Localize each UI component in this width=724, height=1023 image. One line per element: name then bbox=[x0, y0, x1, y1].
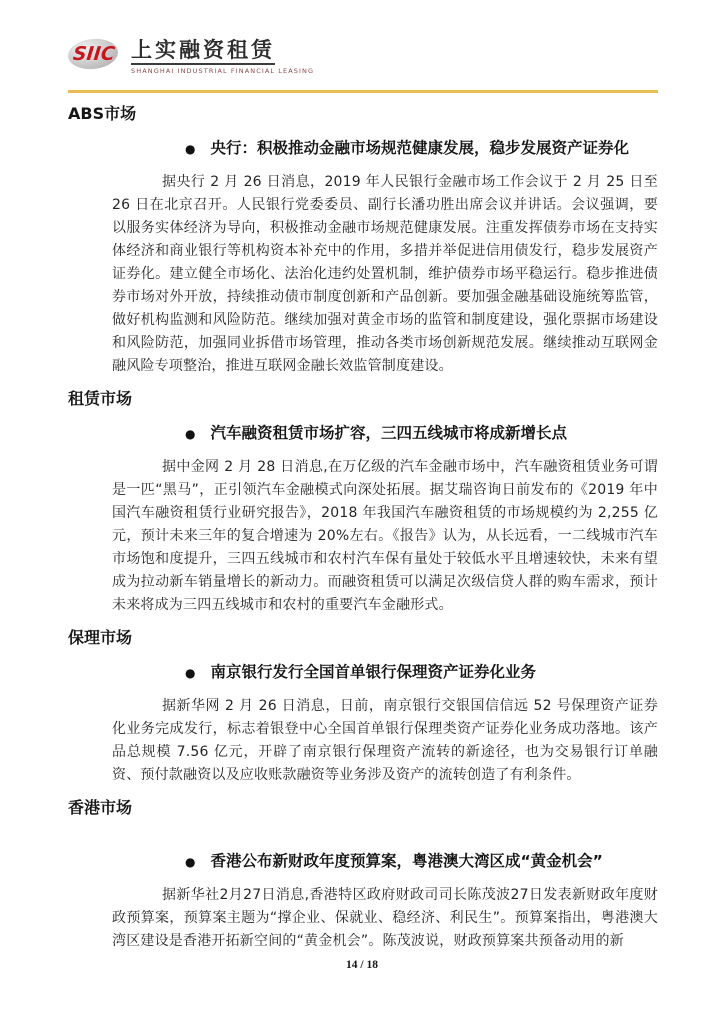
news-headline: 南京银行发行全国首单银行保理资产证券化业务 bbox=[210, 663, 536, 681]
page-number: 14 / 18 bbox=[346, 959, 378, 971]
section-leasing-market bbox=[68, 388, 658, 617]
bullet-icon: ● bbox=[185, 427, 196, 441]
header-divider bbox=[68, 90, 658, 93]
page-footer bbox=[0, 959, 724, 971]
logo-wordmark bbox=[131, 36, 314, 75]
news-headline-row bbox=[185, 662, 658, 684]
bullet-icon: ● bbox=[185, 142, 196, 156]
section-title: ABS市场 bbox=[68, 104, 137, 123]
news-body: 据新华网 2 月 26 日消息，日前，南京银行交银国信信远 52 号保理资产证券化业务完成发行，标志着银登中心全国首单银行保理类资产证券化业务成功落地。该产品总规模 7.56 亿元，开辟了南京银行保理资产流转的新途径，也为交易银行订单融资、预付款融资以及应收账款融资等业务涉及资产的流转创造了有利条件。 bbox=[112, 698, 658, 783]
company-logo bbox=[68, 36, 658, 82]
document-header bbox=[68, 36, 658, 93]
news-headline-row bbox=[185, 138, 658, 160]
news-headline: 香港公布新财政年度预算案，粤港澳大湾区成“黄金机会” bbox=[210, 852, 603, 870]
news-body: 据新华社2月27日消息,香港特区政府财政司司长陈茂波27日发表新财政年度财政预算案，预算案主题为“撑企业、保就业、稳经济、利民生”。预算案指出，粤港澳大湾区建设是香港开拓新空间的“黄金机会”。陈茂波说，财政预算案共预备动用的新 bbox=[112, 887, 658, 949]
news-headline-row bbox=[185, 851, 658, 873]
logo-siic-text: SIIC bbox=[71, 43, 116, 65]
news-headline: 汽车融资租赁市场扩容，三四五线城市将成新增长点 bbox=[210, 424, 567, 442]
logo-chinese-name: 上实融资租赁 bbox=[131, 38, 275, 65]
section-title: 租赁市场 bbox=[68, 389, 133, 408]
news-body: 据央行 2 月 26 日消息，2019 年人民银行金融市场工作会议于 2 月 25 日至 26 日在北京召开。人民银行党委委员、副行长潘功胜出席会议并讲话。会议强调，要以服务实体经济为导向，积极推动金融市场规范健康发展。注重发挥债券市场在支持实体经济和商业银行等机构资本补充中的作用，多措并举促进信用债发行，稳步发展资产证券化。建立健全市场化、法治化违约处置机制，维护债券市场平稳运行。稳步推进债券市场对外开放，持续推动债市制度创新和产品创新。要加强金融基础设施统筹监管，做好机构监测和风险防范。继续加强对黄金市场的监管和制度建设，强化票据市场建设和风险防范，加强同业拆借市场管理，推动各类市场创新规范发展。继续推动互联网金融风险专项整治，推进互联网金融长效监管制度建设。 bbox=[112, 174, 658, 374]
section-factoring-market bbox=[68, 627, 658, 787]
bullet-icon: ● bbox=[185, 666, 196, 680]
news-headline: 央行：积极推动金融市场规范健康发展，稳步发展资产证券化 bbox=[210, 139, 629, 157]
bullet-icon: ● bbox=[185, 855, 196, 869]
logo-english-name: SHANGHAI INDUSTRIAL FINANCIAL LEASING bbox=[131, 67, 315, 75]
section-title: 香港市场 bbox=[68, 798, 133, 817]
news-headline-row bbox=[185, 423, 658, 445]
section-abs-market bbox=[68, 103, 658, 378]
siic-logo-icon bbox=[68, 36, 122, 72]
section-title: 保理市场 bbox=[68, 628, 133, 647]
news-body: 据中金网 2 月 28 日消息,在万亿级的汽车金融市场中，汽车融资租赁业务可谓是一匹“黑马”，正引领汽车金融模式向深处拓展。据艾瑞咨询日前发布的《2019 年中国汽车融资租赁行业研究报告》，2018 年我国汽车融资租赁的市场规模约为 2,255 亿元，预计未来三年的复合增速为 20%左右。《报告》认为，从长远看，一二线城市汽车市场饱和度提升，三四五线城市和农村汽车保有量处于较低水平且增速较快，未来有望成为拉动新车销量增长的新动力。而融资租赁可以满足次级信贷人群的购车需求，预计未来将成为三四五线城市和农村的重要汽车金融形式。 bbox=[112, 459, 658, 613]
section-hongkong-market bbox=[68, 797, 658, 953]
